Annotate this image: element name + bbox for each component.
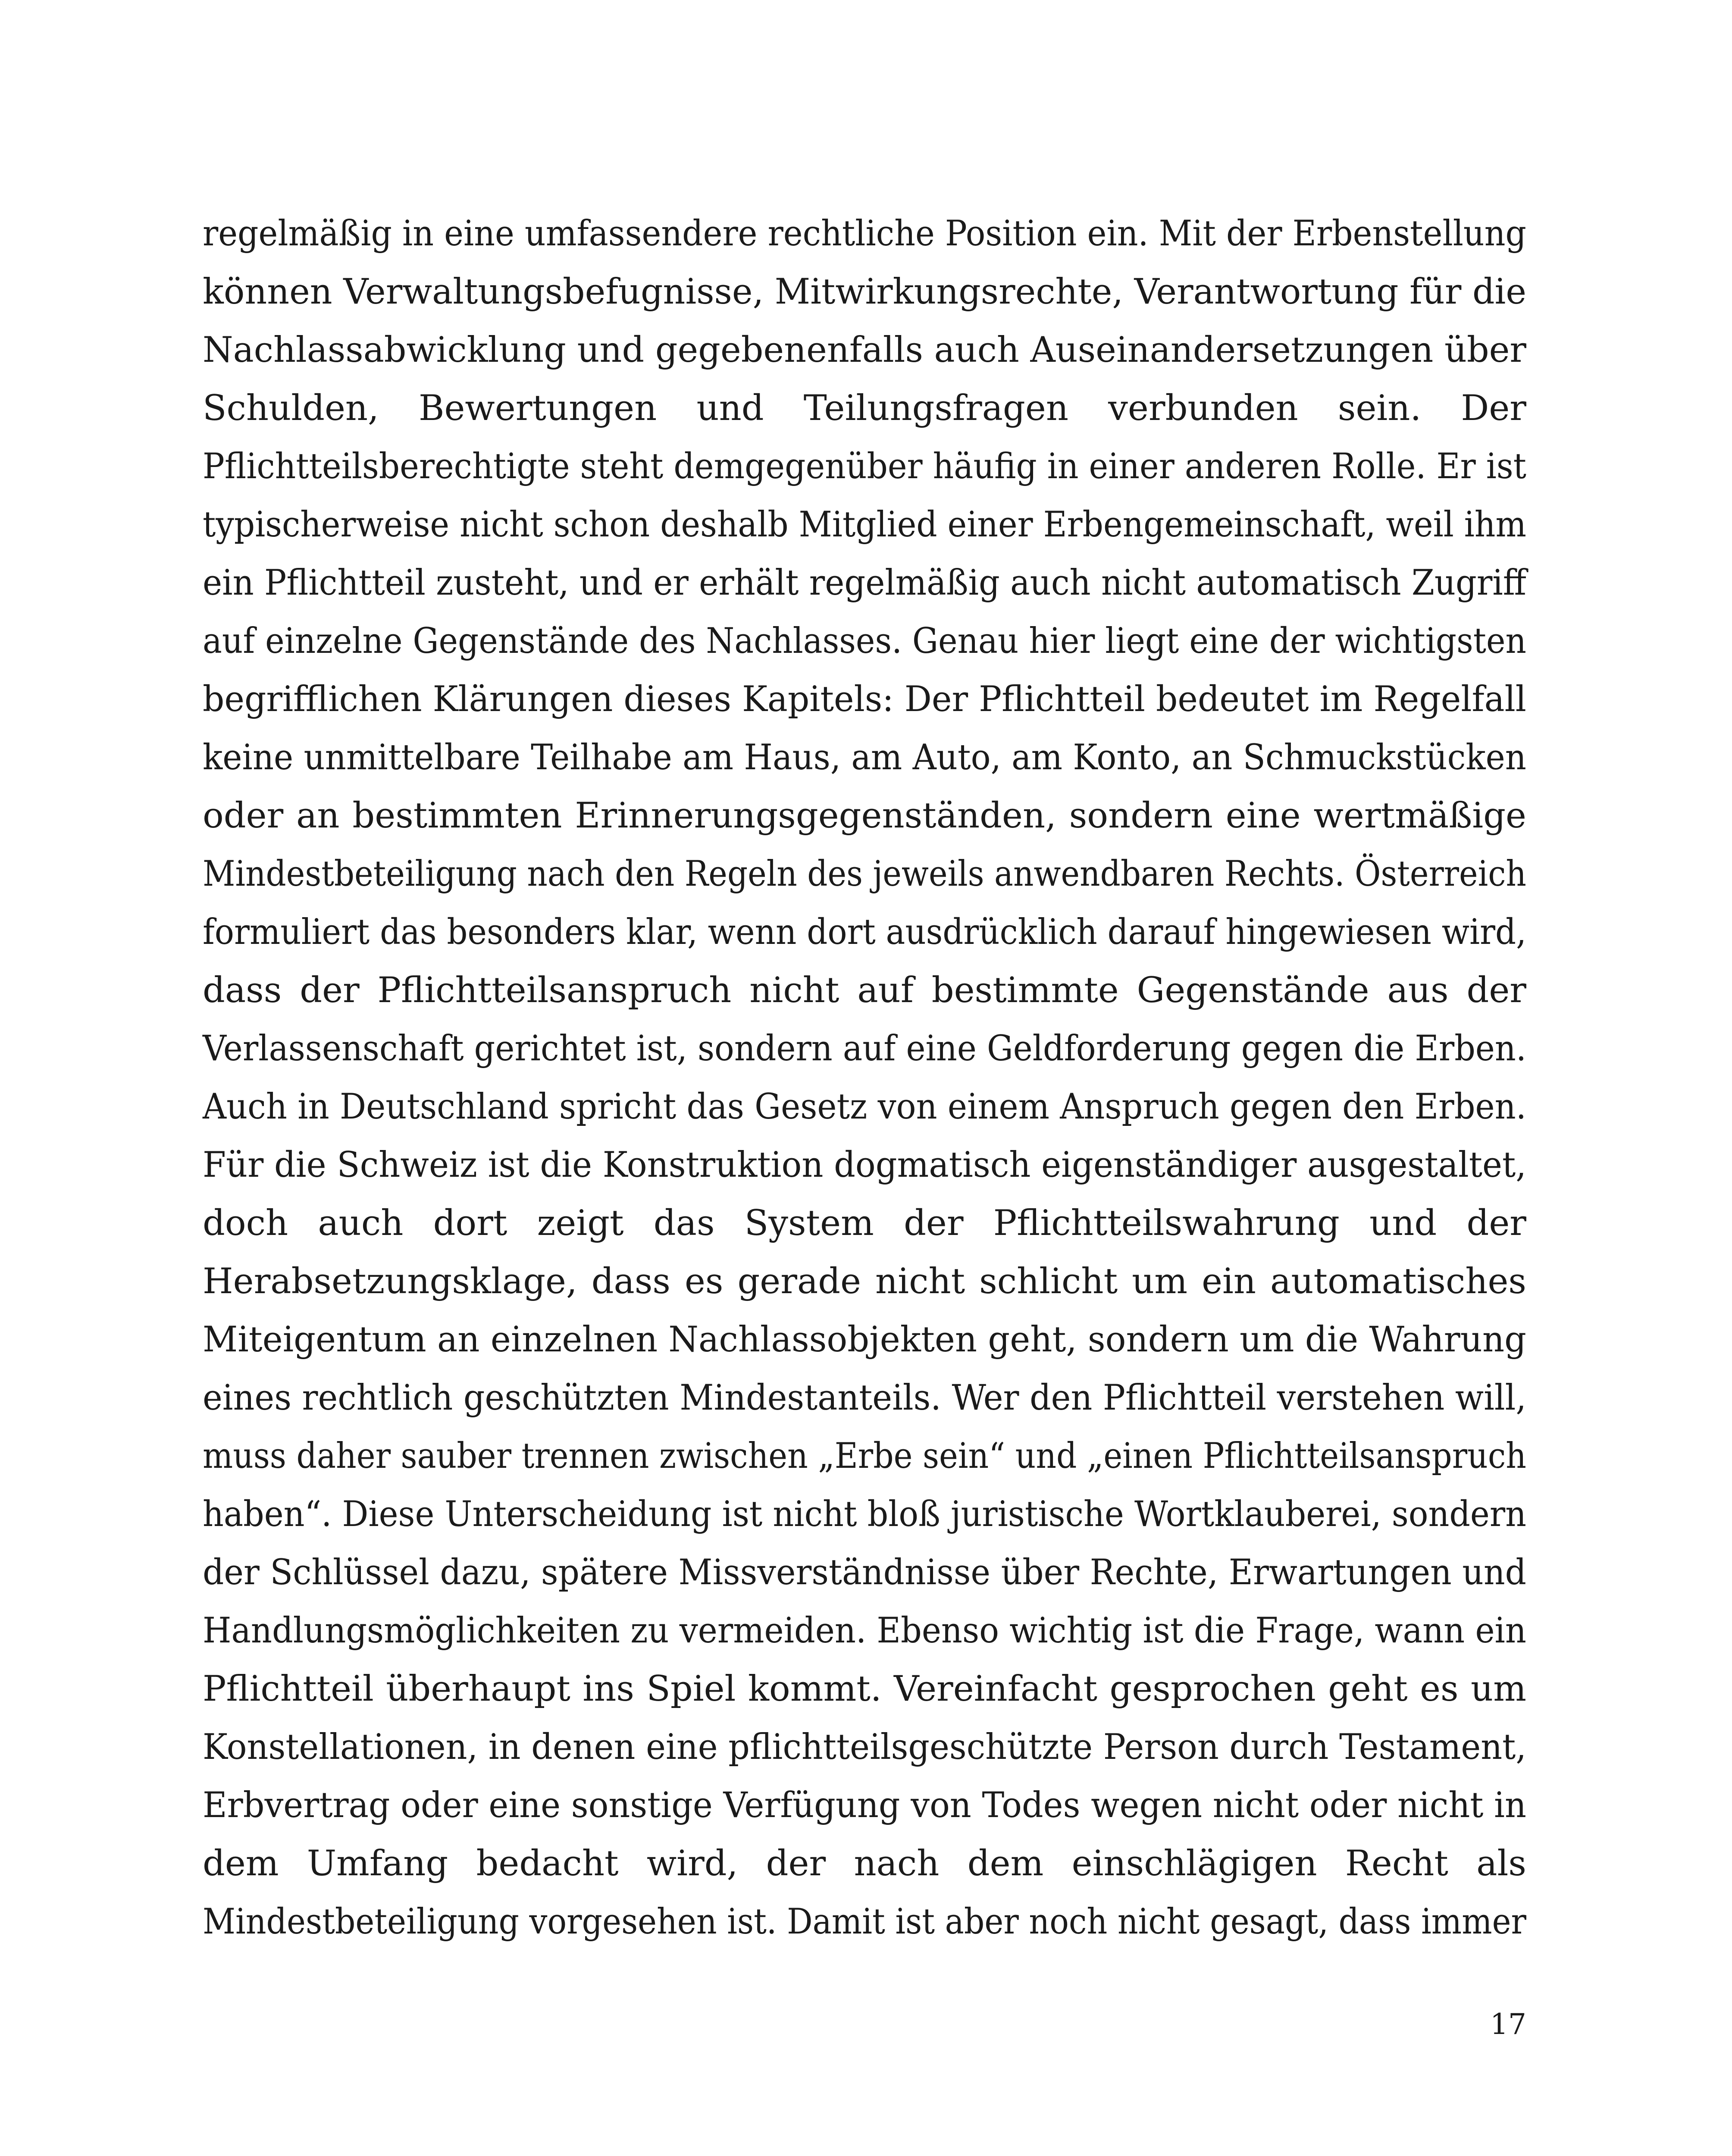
text-line: eines rechtlich geschützten Mindestanteils. Wer den Pflichtteil verstehen will, [203, 1378, 1526, 1418]
page-number: 17 [1490, 2008, 1526, 2041]
text-line: ein Pflichtteil zusteht, und er erhält regelmäßig auch nicht automatisch Zugriff [203, 563, 1526, 603]
text-line: Handlungsmöglichkeiten zu vermeiden. Ebenso wichtig ist die Frage, wann ein [203, 1611, 1526, 1651]
text-line: Mindestbeteiligung nach den Regeln des jeweils anwendbaren Rechts. Österreich [203, 854, 1526, 894]
text-line: dem Umfang bedacht wird, der nach dem einschlägigen Recht als [203, 1843, 1526, 1884]
text-line: Pflichtteilsberechtigte steht demgegenüber häufig in einer anderen Rolle. Er ist [203, 446, 1526, 487]
text-line: Pflichtteil überhaupt ins Spiel kommt. Vereinfacht gesprochen geht es um [203, 1669, 1526, 1709]
text-line: begrifflichen Klärungen dieses Kapitels: Der Pflichtteil bedeutet im Regelfall [203, 679, 1526, 720]
text-line: Konstellationen, in denen eine pflichtteilsgeschützte Person durch Testament, [203, 1727, 1526, 1767]
text-line: Auch in Deutschland spricht das Gesetz von einem Anspruch gegen den Erben. [203, 1087, 1526, 1127]
body-text [203, 205, 1526, 1951]
text-line: Schulden, Bewertungen und Teilungsfragen verbunden sein. Der [203, 388, 1526, 429]
text-line: Verlassenschaft gerichtet ist, sondern auf eine Geldforderung gegen die Erben. [203, 1028, 1526, 1069]
text-line: auf einzelne Gegenstände des Nachlasses. Genau hier liegt eine der wichtigsten [203, 621, 1526, 661]
text-line: typischerweise nicht schon deshalb Mitglied einer Erbengemeinschaft, weil ihm [203, 505, 1526, 545]
text-line: Mindestbeteiligung vorgesehen ist. Damit ist aber noch nicht gesagt, dass immer [203, 1902, 1526, 1942]
text-line: der Schlüssel dazu, spätere Missverständnisse über Rechte, Erwartungen und [203, 1552, 1526, 1593]
text-line: doch auch dort zeigt das System der Pflichtteilswahrung und der [203, 1203, 1526, 1244]
text-line: regelmäßig in eine umfassendere rechtliche Position ein. Mit der Erbenstellung [203, 213, 1526, 254]
text-line: muss daher sauber trennen zwischen „Erbe sein“ und „einen Pflichtteilsanspruch [203, 1436, 1526, 1476]
text-line: Nachlassabwicklung und gegebenenfalls auch Auseinandersetzungen über [203, 330, 1526, 370]
text-line: haben“. Diese Unterscheidung ist nicht bloß juristische Wortklauberei, sondern [203, 1494, 1526, 1535]
text-line: oder an bestimmten Erinnerungsgegenständen, sondern eine wertmäßige [203, 796, 1526, 836]
text-line: Erbvertrag oder eine sonstige Verfügung von Todes wegen nicht oder nicht in [203, 1785, 1526, 1826]
text-line: Für die Schweiz ist die Konstruktion dogmatisch eigenständiger ausgestaltet, [203, 1145, 1526, 1185]
text-line: Herabsetzungsklage, dass es gerade nicht schlicht um ein automatisches [203, 1261, 1526, 1302]
text-line: keine unmittelbare Teilhabe am Haus, am Auto, am Konto, an Schmuckstücken [203, 737, 1526, 778]
text-line: können Verwaltungsbefugnisse, Mitwirkungsrechte, Verantwortung für die [203, 272, 1526, 312]
text-line: Miteigentum an einzelnen Nachlassobjekten geht, sondern um die Wahrung [203, 1319, 1526, 1360]
text-line: dass der Pflichtteilsanspruch nicht auf bestimmte Gegenstände aus der [203, 970, 1526, 1011]
text-line: formuliert das besonders klar, wenn dort ausdrücklich darauf hingewiesen wird, [203, 912, 1526, 953]
